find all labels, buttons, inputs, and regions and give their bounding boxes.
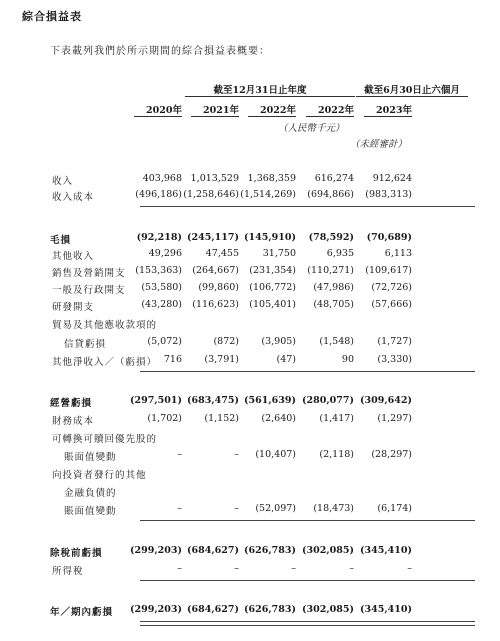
cell-value: –: [234, 503, 239, 514]
cell-value: (5,072): [147, 336, 182, 347]
cell-value: (116,623): [192, 299, 239, 310]
cell-value: (72,726): [371, 282, 412, 293]
cell-value: (302,085): [302, 545, 354, 556]
cell-value: (145,910): [244, 232, 296, 243]
table-row: [0, 485, 500, 500]
table-row: [0, 431, 500, 446]
cell-value: (57,666): [371, 299, 412, 310]
cell-value: (53,580): [141, 282, 182, 293]
table-row: [0, 604, 500, 619]
header-halfyear-2023: 2023年: [376, 105, 412, 116]
subtotal-rule: [140, 371, 475, 372]
cell-value: (28,297): [371, 449, 412, 460]
intro-text: 下表載列我們於所示期間的綜合損益表概要：: [50, 46, 270, 57]
cell-value: (684,627): [187, 545, 239, 556]
table-row: [0, 173, 500, 188]
unit-label: （人民幣千元）: [278, 123, 345, 134]
cell-value: 912,624: [372, 173, 412, 184]
row-label: 賬面值變動: [64, 452, 117, 463]
cell-value: –: [234, 563, 239, 574]
cell-value: (626,783): [244, 604, 296, 615]
cell-value: –: [177, 449, 182, 460]
cell-value: (1,548): [319, 336, 354, 347]
header-year-2022: 2022年: [260, 105, 296, 116]
header-halfyear-2022: 2022年: [318, 105, 354, 116]
cell-value: 6,935: [326, 248, 354, 259]
row-label: 其他收入: [52, 251, 95, 262]
cell-value: 90: [341, 354, 354, 365]
total-double-rule: [140, 621, 475, 626]
header-year-underline: [364, 116, 412, 117]
cell-value: (1,297): [377, 413, 412, 424]
cell-value: (345,410): [360, 545, 412, 556]
cell-value: (231,354): [249, 265, 296, 276]
cell-value: (153,363): [135, 265, 182, 276]
header-year-group-rule: [185, 96, 355, 97]
cell-value: (110,271): [307, 265, 354, 276]
header-six-month-group: 截至6月30日止六個月: [364, 85, 460, 96]
header-year-2020: 2020年: [146, 105, 182, 116]
cell-value: (983,313): [365, 189, 412, 200]
unaudited-label: （未經審計）: [350, 139, 408, 150]
cell-value: 47,455: [205, 248, 239, 259]
row-label: 一般及行政開支: [52, 285, 126, 296]
cell-value: (18,473): [313, 503, 354, 514]
cell-value: (47,986): [313, 282, 354, 293]
cell-value: (10,407): [255, 449, 296, 460]
table-row: [0, 467, 500, 482]
cell-value: (302,085): [302, 604, 354, 615]
cell-value: (1,152): [204, 413, 239, 424]
cell-value: (78,592): [308, 232, 354, 243]
table-row: [0, 449, 500, 464]
subtotal-rule: [140, 520, 475, 521]
row-label: 銷售及營銷開支: [52, 268, 126, 279]
cell-value: 716: [163, 354, 182, 365]
table-row: [0, 336, 500, 351]
cell-value: (52,097): [255, 503, 296, 514]
cell-value: (309,642): [360, 395, 412, 406]
cell-value: (1,417): [319, 413, 354, 424]
header-six-month-group-rule: [356, 96, 468, 97]
cell-value: (99,860): [198, 282, 239, 293]
cell-value: –: [177, 503, 182, 514]
cell-value: (1,514,269): [240, 189, 296, 200]
table-row: [0, 317, 500, 332]
table-row: [0, 413, 500, 428]
row-label: 其他淨收入／（虧損）: [52, 357, 158, 368]
cell-value: –: [234, 449, 239, 460]
header-year-2021: 2021年: [203, 105, 239, 116]
cell-value: 6,113: [384, 248, 412, 259]
cell-value: (245,117): [187, 232, 239, 243]
table-row: [0, 232, 500, 247]
cell-value: (48,705): [313, 299, 354, 310]
cell-value: (6,174): [377, 503, 412, 514]
row-label: 財務成本: [52, 416, 95, 427]
cell-value: (684,627): [187, 604, 239, 615]
table-row: [0, 282, 500, 297]
cell-value: (683,475): [187, 395, 239, 406]
row-label: 向投資者發行的其他: [52, 470, 147, 481]
cell-value: –: [177, 563, 182, 574]
row-label: 除稅前虧損: [50, 548, 103, 559]
table-row: [0, 545, 500, 560]
cell-value: 31,750: [262, 248, 296, 259]
table-row: [0, 395, 500, 410]
subtotal-rule: [140, 580, 475, 581]
header-year-underline: [306, 116, 354, 117]
cell-value: 1,368,359: [247, 173, 296, 184]
header-year-underline: [248, 116, 296, 117]
cell-value: (105,401): [249, 299, 296, 310]
cell-value: (496,186): [135, 189, 182, 200]
cell-value: –: [349, 563, 354, 574]
row-label: 賬面值變動: [64, 506, 117, 517]
table-row: [0, 265, 500, 280]
cell-value: (297,501): [130, 395, 182, 406]
cell-value: 403,968: [142, 173, 182, 184]
row-label: 信貸虧損: [64, 339, 107, 350]
table-row: [0, 189, 500, 204]
cell-value: (3,330): [377, 354, 412, 365]
row-label: 研發開支: [52, 302, 95, 313]
section-title: 綜合損益表: [22, 10, 82, 23]
cell-value: (47): [276, 354, 296, 365]
table-row: [0, 354, 500, 369]
table-row: [0, 299, 500, 314]
table-row: [0, 503, 500, 518]
header-year-group: 截至12月31日止年度: [213, 85, 307, 96]
row-label: 收入成本: [52, 192, 95, 203]
cell-value: (43,280): [141, 299, 182, 310]
row-label: 可轉換可贖回優先股的: [52, 434, 158, 445]
header-year-underline: [191, 116, 239, 117]
cell-value: (345,410): [360, 604, 412, 615]
cell-value: (1,727): [377, 336, 412, 347]
cell-value: (280,077): [302, 395, 354, 406]
cell-value: (264,667): [192, 265, 239, 276]
cell-value: (1,702): [147, 413, 182, 424]
cell-value: (109,617): [365, 265, 412, 276]
cell-value: (694,866): [307, 189, 354, 200]
cell-value: (1,258,646): [183, 189, 239, 200]
row-label: 所得稅: [52, 566, 84, 577]
cell-value: (3,791): [204, 354, 239, 365]
cell-value: (70,689): [366, 232, 412, 243]
row-label: 貿易及其他應收款項的: [52, 320, 158, 331]
row-label: 收入: [52, 176, 74, 187]
cell-value: (626,783): [244, 545, 296, 556]
row-label: 金融負債的: [64, 488, 117, 499]
cell-value: 49,296: [148, 248, 182, 259]
cell-value: 616,274: [314, 173, 354, 184]
row-label: 毛損: [50, 235, 72, 246]
cell-value: –: [291, 563, 296, 574]
cell-value: (106,772): [249, 282, 296, 293]
cell-value: (2,640): [261, 413, 296, 424]
header-year-underline: [134, 116, 182, 117]
cell-value: (92,218): [136, 232, 182, 243]
cell-value: –: [407, 563, 412, 574]
cell-value: 1,013,529: [190, 173, 239, 184]
cell-value: (2,118): [319, 449, 354, 460]
cell-value: (561,639): [244, 395, 296, 406]
cell-value: (299,203): [130, 545, 182, 556]
subtotal-rule: [140, 206, 475, 207]
cell-value: (299,203): [130, 604, 182, 615]
cell-value: (872): [213, 336, 239, 347]
table-row: [0, 248, 500, 263]
row-label: 年／期內虧損: [50, 607, 114, 618]
cell-value: (3,905): [261, 336, 296, 347]
row-label: 經營虧損: [50, 398, 93, 409]
table-row: [0, 563, 500, 578]
